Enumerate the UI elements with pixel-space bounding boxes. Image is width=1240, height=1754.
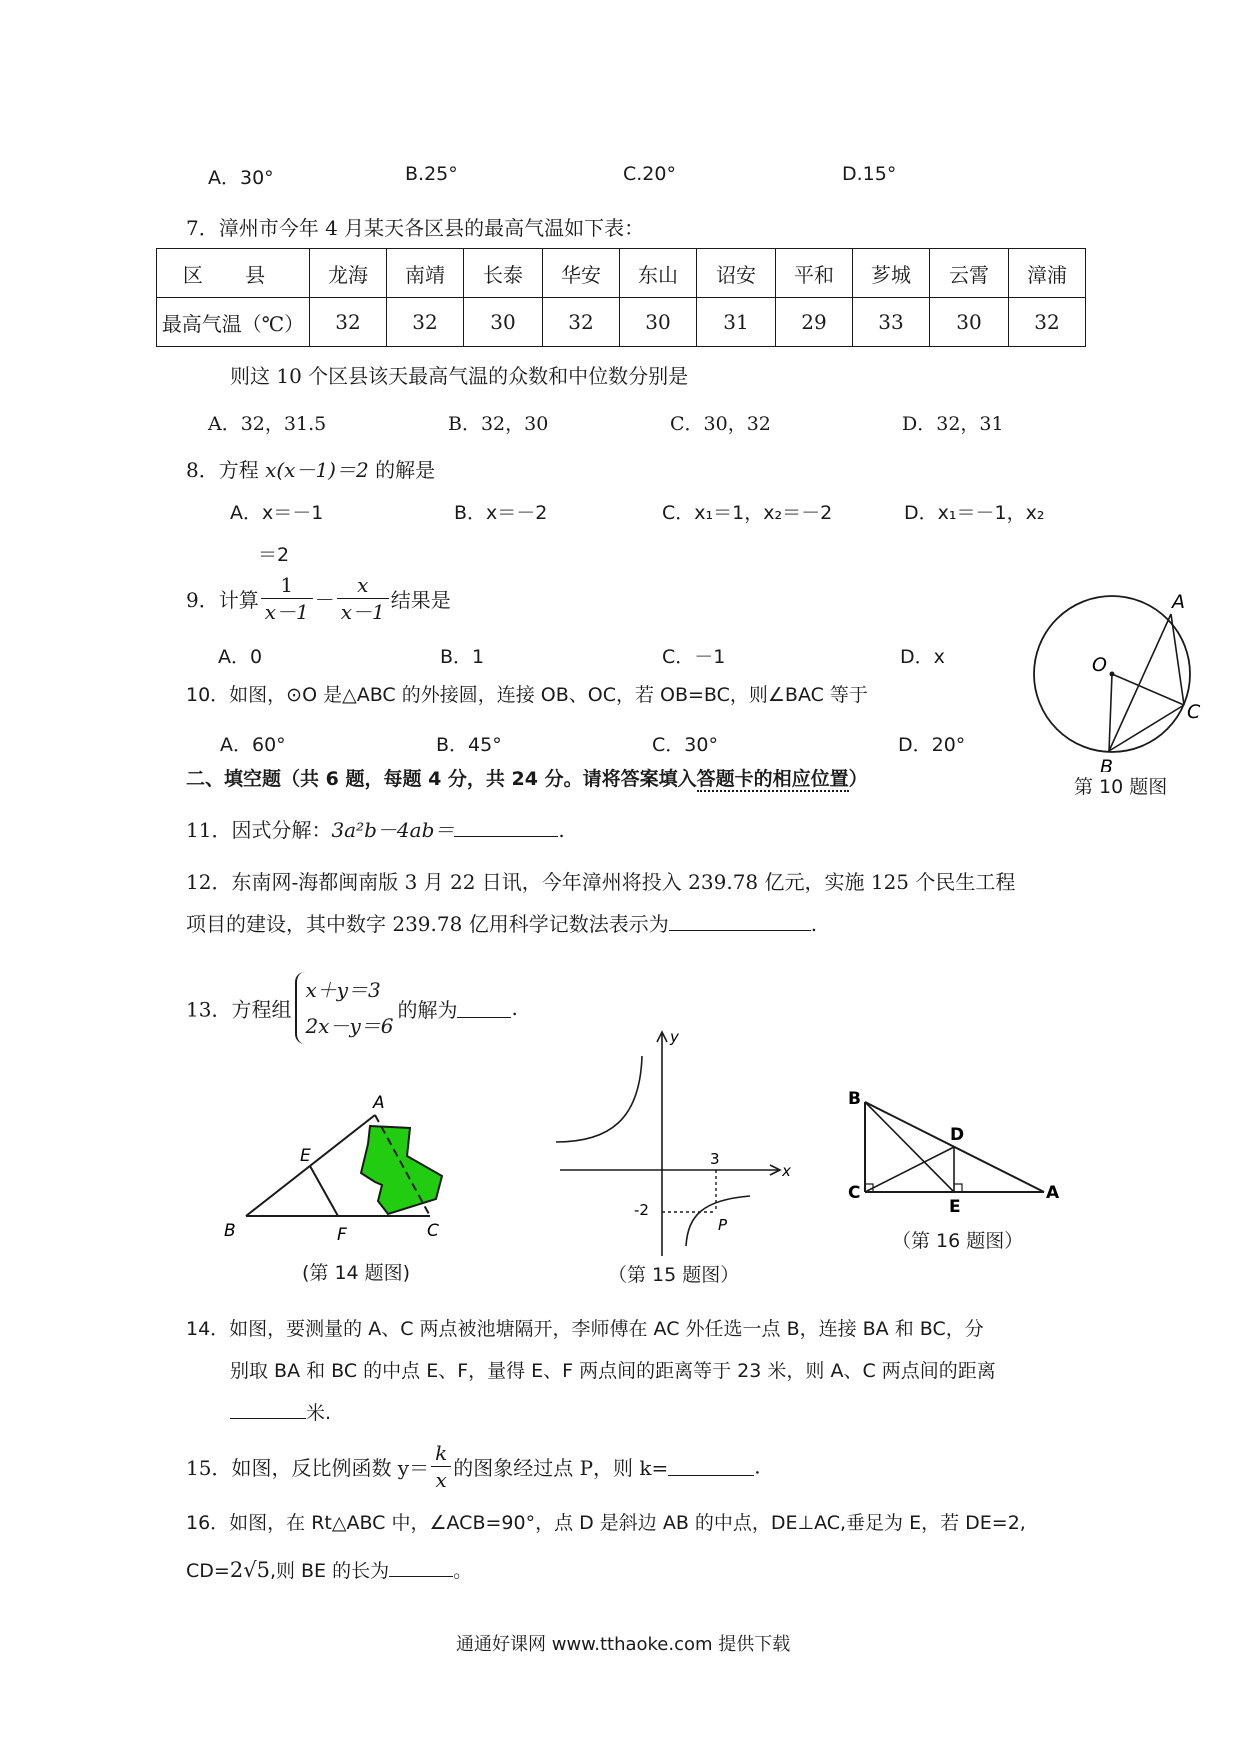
label-p: P [718,1216,728,1234]
segment-oc [1112,674,1184,705]
table-cell: 平和 [776,249,853,298]
table-cell: 芗城 [853,249,930,298]
q8-stem [186,454,435,483]
segment-ac [1171,614,1184,705]
q6-option-d: D.15° [842,163,897,185]
label-b: B [848,1089,861,1109]
label-e: E [300,1146,311,1166]
q16-line-2-post: ,则 BE 的长为 [269,1560,390,1582]
segment-be [865,1102,954,1192]
table-cell: 龙海 [310,249,387,298]
label-x: x [782,1162,791,1180]
q16-answer-blank [389,1558,453,1577]
figure-15-caption: （第 15 题图） [608,1264,740,1286]
q11-expression: 3a²b－4ab＝ [331,818,455,842]
q15-fraction-denominator: x [435,1468,447,1492]
q7-option-d: D．32，31 [902,413,1004,435]
pond-shape [361,1126,442,1214]
q8-option-c: C．x₁＝1，x₂＝－2 [662,502,833,524]
figure-10-caption: 第 10 题图 [1074,776,1168,798]
table-cell: 东山 [620,249,697,298]
q16-line-2-pre: CD= [186,1560,230,1582]
q9-option-d: D．x [900,646,945,668]
q11-answer-blank [454,818,558,837]
table-cell: 32 [387,298,464,347]
q16-end: 。 [453,1560,473,1582]
table-cell: 30 [464,298,543,347]
q6-option-b: B.25° [405,163,458,185]
figure-14-caption: (第 14 题图) [302,1262,411,1284]
label-b: B [224,1221,236,1241]
segment-ob [1109,674,1112,751]
label-y: y [670,1028,679,1046]
q8-equation: x(x－1)＝2 [265,458,369,482]
figure-14-triangle [210,1086,470,1246]
q16-line-1: 16．如图，在 Rt△ABC 中，∠ACB=90°，点 D 是斜边 AB 的中点，DE⊥AC,垂足为 E，若 DE=2, [186,1512,1026,1534]
q13-equation-system [295,972,393,1044]
q13-end: . [511,996,518,1020]
q7-option-a: A．32，31.5 [208,413,327,435]
label-c: C [848,1183,861,1203]
q14-answer-blank [230,1400,306,1419]
q7-stem: 7．漳州市今年 4 月某天各区县的最高气温如下表： [186,216,645,240]
q9-stem-post: 结果是 [390,588,451,612]
q9-option-a: A．0 [218,646,263,668]
table-cell: 33 [853,298,930,347]
label-c: C [1187,701,1201,723]
q11-end: . [558,818,565,842]
q8-stem-pre: 8．方程 [186,458,266,482]
q14-line-2: 别取 BA 和 BC 的中点 E、F，量得 E、F 两点间的距离等于 23 米，则 A、C 两点间的距离 [230,1360,996,1382]
q8-option-b: B．x＝－2 [454,502,548,524]
q15-pre: 15．如图，反比例函数 y＝ [186,1456,430,1480]
table-cell: 31 [697,298,776,347]
q12-line-2 [186,908,817,937]
label-a: A [373,1093,385,1113]
q7-option-b: B．32，30 [448,413,549,435]
q8-option-a: A．x＝－1 [230,502,324,524]
table-cell: 华安 [543,249,620,298]
q14-line-3 [230,1398,331,1425]
label-e: E [949,1197,961,1217]
table-header-label: 区 县 [157,249,310,298]
label-f: F [337,1225,347,1245]
q7-option-c: C．30，32 [670,413,771,435]
q8-option-d-continued: ＝2 [258,544,290,566]
table-cell: 诏安 [697,249,776,298]
q10-option-a: A．60° [220,734,286,756]
table-cell: 30 [620,298,697,347]
q10-stem: 10．如图，⊙O 是△ABC 的外接圆，连接 OB、OC，若 OB=BC，则∠BAC 等于 [186,684,868,706]
q9-fraction-2-numerator: x [337,572,389,599]
table-cell: 29 [776,298,853,347]
hyperbola-branch-upper-left [556,1056,642,1142]
q13-equation-1: x＋y＝3 [305,978,381,1002]
label-tick-neg2: -2 [634,1201,649,1219]
q13-stem: 13．方程组 [186,997,292,1022]
q15 [186,1440,761,1493]
q9-stem [186,572,451,625]
table-cell: 云霄 [930,249,1009,298]
q9-stem-pre: 9．计算 [186,588,259,612]
label-d: D [950,1125,965,1145]
q13-post: 的解为 [397,997,458,1022]
q14-end: 米. [306,1402,332,1424]
q9-fraction-2-denominator: x－1 [340,600,385,624]
q10-option-b: B．45° [436,734,502,756]
label-tick-3: 3 [710,1150,720,1168]
table-row [157,298,1086,347]
q8-option-d: D．x₁＝－1，x₂ [904,502,1045,524]
table-cell: 漳浦 [1009,249,1086,298]
q8-stem-post: 的解是 [368,458,436,482]
q12-answer-blank [669,912,811,931]
q14-line-1: 14．如图，要测量的 A、C 两点被池塘隔开，李师傅在 AC 外任选一点 B，连接 BA 和 BC，分 [186,1318,984,1340]
q10-option-c: C．30° [652,734,718,756]
segment-ab [1109,614,1171,751]
q15-fraction-numerator: k [431,1440,451,1467]
center-point-o [1110,672,1115,677]
section-2-heading [186,764,868,791]
figure-16-caption: （第 16 题图） [892,1230,1024,1252]
q7-question: 则这 10 个区县该天最高气温的众数和中位数分别是 [230,364,689,388]
q9-option-c: C．－1 [662,646,726,668]
table-row-label: 最高气温（℃） [157,298,310,347]
q12-line-2-text: 项目的建设，其中数字 239.78 亿用科学记数法表示为 [186,912,669,936]
label-b: B [1100,756,1114,772]
q15-answer-blank [668,1457,754,1476]
figure-15-graph [554,1028,794,1264]
q6-option-a: A．30° [208,167,274,189]
q12-end: . [810,912,818,936]
q12-line-1: 12．东南网-海都闽南版 3 月 22 日讯，今年漳州将投入 239.78 亿元，实施 125 个民生工程 [186,870,1016,894]
table-cell: 32 [543,298,620,347]
figure-16-triangle [848,1088,1068,1218]
footer-credit: 通通好课网 www.tthaoke.com 提供下载 [456,1634,791,1655]
right-angle-mark-e [954,1184,962,1192]
section-2-heading-post: ） [848,768,868,790]
section-2-heading-emphasis: 答题卡的相应位置 [696,768,849,790]
q11-stem: 11．因式分解： [186,818,332,842]
q9-fraction-1-numerator: 1 [261,572,313,599]
q15-fraction [431,1440,451,1493]
midsegment-ef [310,1166,338,1216]
q15-post: 的图象经过点 P，则 k= [453,1456,669,1480]
q9-option-b: B．1 [440,646,485,668]
label-a: A [1172,592,1185,613]
q15-end: . [754,1454,761,1479]
table-cell: 30 [930,298,1009,347]
label-o: O [1092,654,1107,676]
q16-line-2 [186,1556,472,1583]
table-cell: 南靖 [387,249,464,298]
q13 [186,972,518,1044]
q9-fraction-1-denominator: x－1 [264,600,309,624]
table-cell: 32 [1009,298,1086,347]
q16-value: 2√5 [229,1558,270,1582]
section-2-heading-pre: 二、填空题（共 6 题，每题 4 分，共 24 分。请将答案填入 [186,768,697,790]
label-a: A [1046,1183,1060,1203]
table-cell: 32 [310,298,387,347]
q10-option-d: D．20° [898,734,966,756]
segment-cd [865,1147,954,1192]
table-cell: 长泰 [464,249,543,298]
q6-option-c: C.20° [623,163,676,185]
table-row [157,249,1086,298]
q9-minus: － [314,588,335,612]
q11 [186,814,565,843]
q13-answer-blank [457,999,511,1018]
q9-fraction-1 [261,572,313,625]
label-c: C [427,1221,439,1241]
temperature-table [156,248,1086,347]
figure-10-circle [1030,592,1210,772]
q9-fraction-2 [337,572,389,625]
q13-equation-2: 2x－y＝6 [305,1014,394,1038]
